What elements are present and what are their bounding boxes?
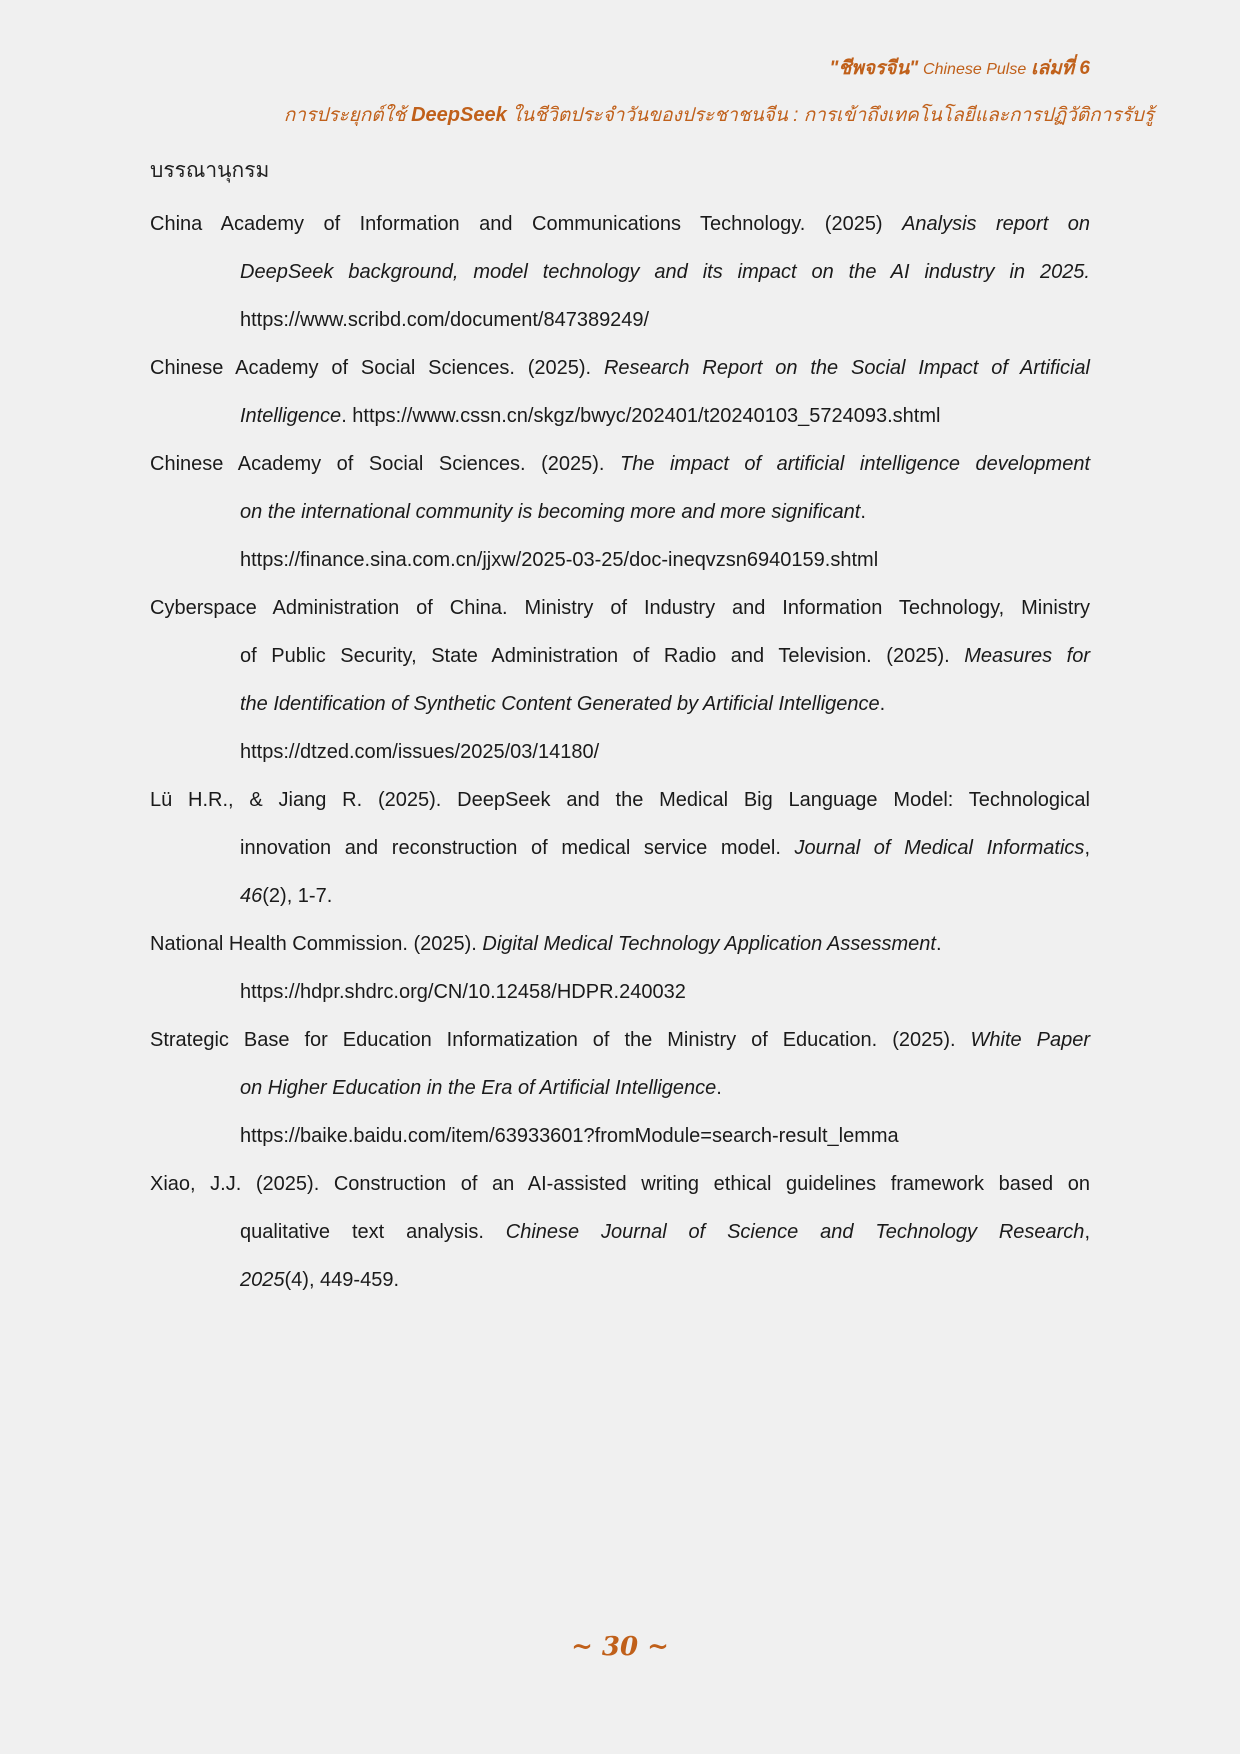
reference-entry [150,776,1090,920]
reference-text: 46 [240,885,263,907]
reference-text: . [879,693,886,715]
reference-text: (4), 449-459. [284,1269,400,1291]
reference-line [150,872,1090,920]
reference-text: Cyberspace Administration of China. Ministry of Industry and Information Technology, Ministry [150,597,1090,619]
reference-line [150,1160,1090,1208]
reference-line [150,824,1090,872]
reference-text: Journal of Medical Informatics [794,837,1085,859]
reference-text: 2025 [240,1269,285,1291]
reference-line [150,1112,1090,1160]
reference-line [150,584,1090,632]
reference-line [150,440,1090,488]
reference-line [150,296,1090,344]
reference-text: Digital Medical Technology Application Assessment [482,933,936,955]
reference-text: National Health Commission. (2025). [150,933,483,955]
reference-text: . https://www.cssn.cn/skgz/bwyc/202401/t20240103_5724093.shtml [341,405,941,427]
reference-line [150,1208,1090,1256]
reference-line [150,632,1090,680]
header-series-english: Chinese Pulse [923,61,1027,78]
reference-line [150,920,1090,968]
reference-text: DeepSeek background, model technology and its impact on the AI industry in 2025. [240,261,1090,283]
reference-line [150,488,1090,536]
reference-text: Chinese Academy of Social Sciences. (2025). [150,357,604,379]
reference-text: Analysis report on [902,213,1090,235]
reference-text: innovation and reconstruction of medical service model. [240,837,795,859]
reference-text: qualitative text analysis. [240,1221,506,1243]
section-title-bibliography: บรรณานุกรม [150,158,270,182]
reference-text: . [716,1077,722,1099]
reference-text: , [1084,837,1090,859]
reference-text: (2), 1-7. [262,885,333,907]
reference-text: https://baike.baidu.com/item/63933601?fromModule=search-result_lemma [240,1125,899,1147]
reference-text: the Identification of Synthetic Content Generated by Artificial Intelligence [240,693,880,715]
reference-text: Research Report on the Social Impact of Artificial [603,357,1090,379]
reference-text: . [860,501,866,523]
reference-entry [150,920,1090,1016]
reference-line [150,200,1090,248]
header-series-thai: "ชีพจรจีน" [829,58,919,79]
reference-text: Strategic Base for Education Informatization of the Ministry of Education. (2025). [150,1029,971,1051]
reference-text: China Academy of Information and Communications Technology. (2025) [150,213,903,235]
reference-line [150,776,1090,824]
reference-text: of Public Security, State Administration of Radio and Television. (2025). [240,645,965,667]
page-number: ~ 30 ~ [571,1632,669,1662]
header-subtitle [284,100,1154,131]
reference-line [150,344,1090,392]
reference-entry [150,440,1090,584]
reference-text: on Higher Education in the Era of Artificial Intelligence [240,1077,717,1099]
reference-text: Chinese Journal of Science and Technology Research [505,1221,1085,1243]
reference-text: Xiao, J.J. (2025). Construction of an AI-assisted writing ethical guidelines framework based on [150,1173,1090,1195]
reference-text: , [1084,1221,1090,1243]
reference-text: Chinese Academy of Social Sciences. (2025). [150,453,620,475]
reference-text: https://dtzed.com/issues/2025/03/14180/ [240,741,600,763]
reference-line [150,1016,1090,1064]
reference-entry [150,344,1090,440]
header-volume: เล่มที่ 6 [1030,58,1090,79]
reference-entry [150,1016,1090,1160]
reference-text: The impact of artificial intelligence development [619,453,1091,475]
reference-line [150,680,1090,728]
reference-list [150,200,1090,1304]
header-subtitle-brand: DeepSeek [411,104,507,126]
reference-entry [150,200,1090,344]
header-subtitle-post: ในชีวิตประจำวันของประชาชนจีน : การเข้าถึงเทคโนโลยีและการปฏิวัติการรับรู้ [511,105,1154,126]
reference-line [150,248,1090,296]
reference-text: https://finance.sina.com.cn/jjxw/2025-03-25/doc-ineqvzsn6940159.shtml [240,549,879,571]
header-series-line [829,56,1090,83]
reference-text: https://hdpr.shdrc.org/CN/10.12458/HDPR.240032 [240,981,686,1003]
reference-entry [150,1160,1090,1304]
header-subtitle-pre: การประยุกต์ใช้ [283,105,406,126]
reference-line [150,1064,1090,1112]
reference-line [150,536,1090,584]
reference-line [150,392,1090,440]
reference-text: Measures for [964,645,1090,667]
reference-text: Intelligence [240,405,342,427]
running-header [283,56,1154,126]
reference-line [150,968,1090,1016]
reference-text: White Paper [970,1029,1090,1051]
reference-line [150,728,1090,776]
reference-text: Lü H.R., & Jiang R. (2025). DeepSeek and the Medical Big Language Model: Technological [150,789,1090,811]
reference-line [150,1256,1090,1304]
reference-entry [150,584,1090,776]
reference-text: . [935,933,942,955]
reference-text: https://www.scribd.com/document/847389249/ [240,309,650,331]
reference-text: on the international community is becoming more and more significant [240,501,861,523]
